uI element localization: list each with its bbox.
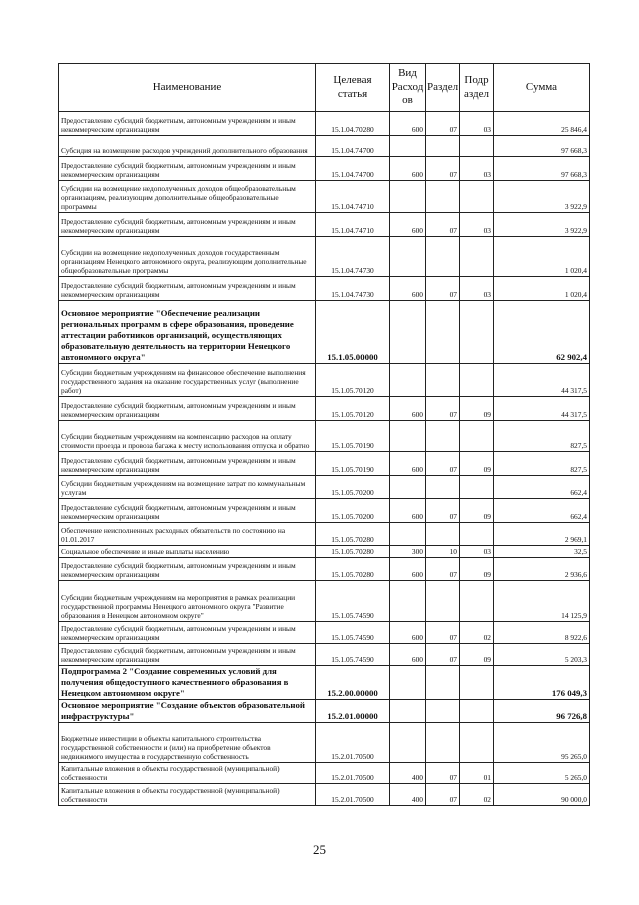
cell-sum: 95 265,0 (494, 722, 590, 762)
cell-vid: 600 (390, 277, 426, 301)
table-body (59, 112, 590, 806)
table-row (59, 452, 590, 476)
cell-sum: 662,4 (494, 476, 590, 499)
cell-name: Основное мероприятие "Обеспечение реализации региональных программ в сфере образования, проведение аттестации работников организаций, осуществляющих образовательную деятельность на территории Ненецкого автономного округа" (59, 301, 316, 364)
cell-name: Предоставление субсидий бюджетным, автономным учреждениям и иным некоммерческим организациям (59, 499, 316, 523)
table-row (59, 277, 590, 301)
cell-podrazdel: 03 (460, 277, 494, 301)
cell-code: 15.1.05.70280 (316, 558, 390, 581)
header-sum: Сумма (494, 64, 590, 112)
cell-razdel: 07 (426, 622, 460, 644)
cell-vid (390, 476, 426, 499)
cell-sum: 2 969,1 (494, 523, 590, 546)
cell-podrazdel (460, 699, 494, 722)
cell-code: 15.1.05.74590 (316, 581, 390, 622)
cell-sum: 90 000,0 (494, 783, 590, 805)
cell-code: 15.2.01.70500 (316, 722, 390, 762)
cell-sum: 97 668,3 (494, 136, 590, 157)
cell-sum: 827,5 (494, 452, 590, 476)
cell-razdel: 07 (426, 499, 460, 523)
cell-podrazdel (460, 364, 494, 397)
table-row (59, 112, 590, 136)
table-row (59, 476, 590, 499)
table-row (59, 581, 590, 622)
cell-sum: 5 203,3 (494, 644, 590, 666)
cell-code: 15.1.04.74710 (316, 213, 390, 237)
cell-name: Субсидии бюджетным учреждениям на компенсацию расходов на оплату стоимости проезда и провоза багажа к месту использования отпуска и обратно (59, 421, 316, 452)
cell-vid: 600 (390, 558, 426, 581)
cell-razdel: 07 (426, 277, 460, 301)
cell-name: Социальное обеспечение и иные выплаты населению (59, 546, 316, 558)
cell-code: 15.2.01.00000 (316, 699, 390, 722)
cell-sum: 3 922,9 (494, 213, 590, 237)
table-row (59, 213, 590, 237)
cell-name: Предоставление субсидий бюджетным, автономным учреждениям и иным некоммерческим организациям (59, 452, 316, 476)
cell-sum: 1 020,4 (494, 277, 590, 301)
cell-name: Субсидии бюджетным учреждениям на возмещение затрат по коммунальным услугам (59, 476, 316, 499)
cell-razdel: 07 (426, 397, 460, 421)
cell-code: 15.1.04.74700 (316, 157, 390, 181)
cell-sum: 662,4 (494, 499, 590, 523)
cell-vid (390, 421, 426, 452)
cell-sum: 32,5 (494, 546, 590, 558)
cell-sum: 96 726,8 (494, 699, 590, 722)
cell-code: 15.1.04.74730 (316, 237, 390, 277)
cell-podrazdel (460, 581, 494, 622)
cell-name: Предоставление субсидий бюджетным, автономным учреждениям и иным некоммерческим организациям (59, 622, 316, 644)
table-row (59, 699, 590, 722)
table-row (59, 421, 590, 452)
cell-razdel (426, 699, 460, 722)
cell-vid: 300 (390, 546, 426, 558)
table-row (59, 136, 590, 157)
cell-razdel: 07 (426, 112, 460, 136)
cell-podrazdel: 03 (460, 112, 494, 136)
cell-podrazdel (460, 237, 494, 277)
cell-podrazdel (460, 666, 494, 700)
cell-razdel: 07 (426, 452, 460, 476)
cell-name: Предоставление субсидий бюджетным, автономным учреждениям и иным некоммерческим организациям (59, 277, 316, 301)
cell-podrazdel: 03 (460, 213, 494, 237)
cell-code: 15.1.05.74590 (316, 622, 390, 644)
cell-vid: 600 (390, 452, 426, 476)
cell-sum: 5 265,0 (494, 762, 590, 783)
cell-razdel (426, 301, 460, 364)
table-row (59, 783, 590, 805)
table-row (59, 237, 590, 277)
cell-code: 15.1.05.70200 (316, 499, 390, 523)
cell-name: Субсидия на возмещение расходов учреждений дополнительного образования (59, 136, 316, 157)
cell-code: 15.2.00.00000 (316, 666, 390, 700)
cell-razdel (426, 136, 460, 157)
cell-vid (390, 237, 426, 277)
cell-podrazdel (460, 523, 494, 546)
cell-razdel: 07 (426, 783, 460, 805)
cell-sum: 14 125,9 (494, 581, 590, 622)
table-row (59, 523, 590, 546)
cell-name: Предоставление субсидий бюджетным, автономным учреждениям и иным некоммерческим организациям (59, 558, 316, 581)
cell-code: 15.1.05.74590 (316, 644, 390, 666)
cell-name: Предоставление субсидий бюджетным, автономным учреждениям и иным некоммерческим организациям (59, 644, 316, 666)
cell-code: 15.1.05.70280 (316, 523, 390, 546)
cell-name: Предоставление субсидий бюджетным, автономным учреждениям и иным некоммерческим организациям (59, 213, 316, 237)
cell-code: 15.1.05.70190 (316, 452, 390, 476)
cell-name: Бюджетные инвестиции в объекты капитального строительства государственной собственности и (или) на приобретение объектов недвижимого имущества в государственную собственность (59, 722, 316, 762)
cell-vid (390, 523, 426, 546)
cell-podrazdel: 01 (460, 762, 494, 783)
cell-podrazdel: 09 (460, 558, 494, 581)
cell-vid: 600 (390, 213, 426, 237)
cell-code: 15.1.05.70200 (316, 476, 390, 499)
cell-name: Субсидии бюджетным учреждениям на финансовое обеспечение выполнения государственного задания на оказание государственных услуг (выполнение работ) (59, 364, 316, 397)
cell-razdel (426, 181, 460, 213)
cell-podrazdel: 03 (460, 546, 494, 558)
cell-podrazdel: 03 (460, 157, 494, 181)
cell-podrazdel (460, 301, 494, 364)
cell-razdel (426, 421, 460, 452)
cell-vid (390, 364, 426, 397)
header-row (59, 64, 590, 112)
cell-vid: 400 (390, 762, 426, 783)
cell-name: Предоставление субсидий бюджетным, автономным учреждениям и иным некоммерческим организациям (59, 157, 316, 181)
cell-name: Подпрограмма 2 "Создание современных условий для получения общедоступного качественного образования в Ненецком автономном округе" (59, 666, 316, 700)
cell-vid (390, 581, 426, 622)
cell-name: Предоставление субсидий бюджетным, автономным учреждениям и иным некоммерческим организациям (59, 397, 316, 421)
table-row (59, 546, 590, 558)
cell-razdel: 07 (426, 213, 460, 237)
cell-vid (390, 136, 426, 157)
cell-sum: 2 936,6 (494, 558, 590, 581)
table-row (59, 157, 590, 181)
cell-podrazdel (460, 181, 494, 213)
cell-razdel: 07 (426, 157, 460, 181)
header-vid: Вид Расход ов (390, 64, 426, 112)
cell-code: 15.1.05.70190 (316, 421, 390, 452)
cell-podrazdel: 09 (460, 452, 494, 476)
cell-podrazdel (460, 421, 494, 452)
cell-code: 15.1.04.74700 (316, 136, 390, 157)
cell-podrazdel (460, 136, 494, 157)
cell-razdel (426, 476, 460, 499)
cell-podrazdel: 02 (460, 622, 494, 644)
cell-code: 15.1.04.74730 (316, 277, 390, 301)
cell-name: Обеспечение неисполненных расходных обязательств по состоянию на 01.01.2017 (59, 523, 316, 546)
budget-table (58, 63, 590, 806)
cell-code: 15.1.05.70120 (316, 364, 390, 397)
cell-podrazdel (460, 722, 494, 762)
cell-sum: 8 922,6 (494, 622, 590, 644)
cell-vid: 600 (390, 644, 426, 666)
cell-razdel: 07 (426, 558, 460, 581)
cell-vid: 600 (390, 397, 426, 421)
cell-podrazdel (460, 476, 494, 499)
table-row (59, 499, 590, 523)
cell-name: Капитальные вложения в объекты государственной (муниципальной) собственности (59, 783, 316, 805)
cell-podrazdel: 09 (460, 397, 494, 421)
table-row (59, 558, 590, 581)
cell-podrazdel: 09 (460, 644, 494, 666)
cell-sum: 44 317,5 (494, 397, 590, 421)
cell-name: Основное мероприятие "Создание объектов образовательной инфраструктуры" (59, 699, 316, 722)
cell-razdel: 07 (426, 644, 460, 666)
table-row (59, 622, 590, 644)
page-number: 25 (313, 842, 326, 857)
cell-code: 15.1.04.74710 (316, 181, 390, 213)
cell-razdel (426, 523, 460, 546)
cell-razdel: 07 (426, 762, 460, 783)
cell-razdel (426, 237, 460, 277)
cell-name: Субсидии бюджетным учреждениям на мероприятия в рамках реализации государственной программы Ненецкого автономного округа "Развитие образования в Ненецком автономном округе" (59, 581, 316, 622)
cell-name: Субсидии на возмещение недополученных доходов общеобразовательным организациям, реализующим дополнительные общеобразовательные программы (59, 181, 316, 213)
cell-razdel (426, 666, 460, 700)
cell-vid: 600 (390, 499, 426, 523)
cell-sum: 62 902,4 (494, 301, 590, 364)
table-row (59, 722, 590, 762)
table-row (59, 397, 590, 421)
header-code: Целевая статья (316, 64, 390, 112)
table-row (59, 666, 590, 700)
table-row (59, 364, 590, 397)
cell-vid (390, 301, 426, 364)
table-row (59, 644, 590, 666)
header-name: Наименование (59, 64, 316, 112)
cell-code: 15.1.05.70280 (316, 546, 390, 558)
cell-sum: 44 317,5 (494, 364, 590, 397)
cell-vid: 600 (390, 157, 426, 181)
header-podrazdel: Подр аздел (460, 64, 494, 112)
cell-vid (390, 722, 426, 762)
table-row (59, 301, 590, 364)
cell-sum: 3 922,9 (494, 181, 590, 213)
cell-code: 15.1.05.70120 (316, 397, 390, 421)
cell-name: Капитальные вложения в объекты государственной (муниципальной) собственности (59, 762, 316, 783)
cell-sum: 827,5 (494, 421, 590, 452)
cell-vid: 600 (390, 622, 426, 644)
cell-code: 15.2.01.70500 (316, 762, 390, 783)
table-row (59, 181, 590, 213)
table-row (59, 762, 590, 783)
cell-vid (390, 181, 426, 213)
cell-razdel (426, 722, 460, 762)
cell-sum: 25 846,4 (494, 112, 590, 136)
cell-code: 15.2.01.70500 (316, 783, 390, 805)
cell-code: 15.1.05.00000 (316, 301, 390, 364)
cell-name: Предоставление субсидий бюджетным, автономным учреждениям и иным некоммерческим организациям (59, 112, 316, 136)
cell-vid (390, 699, 426, 722)
cell-vid: 600 (390, 112, 426, 136)
cell-vid (390, 666, 426, 700)
cell-podrazdel: 02 (460, 783, 494, 805)
cell-razdel (426, 581, 460, 622)
cell-sum: 176 049,3 (494, 666, 590, 700)
cell-razdel: 10 (426, 546, 460, 558)
cell-name: Субсидии на возмещение недополученных доходов государственным организациям Ненецкого автономного округа, реализующим дополнительные общеобразовательные программы (59, 237, 316, 277)
cell-code: 15.1.04.70280 (316, 112, 390, 136)
cell-razdel (426, 364, 460, 397)
cell-podrazdel: 09 (460, 499, 494, 523)
cell-sum: 97 668,3 (494, 157, 590, 181)
cell-sum: 1 020,4 (494, 237, 590, 277)
cell-vid: 400 (390, 783, 426, 805)
header-razdel: Раздел (426, 64, 460, 112)
